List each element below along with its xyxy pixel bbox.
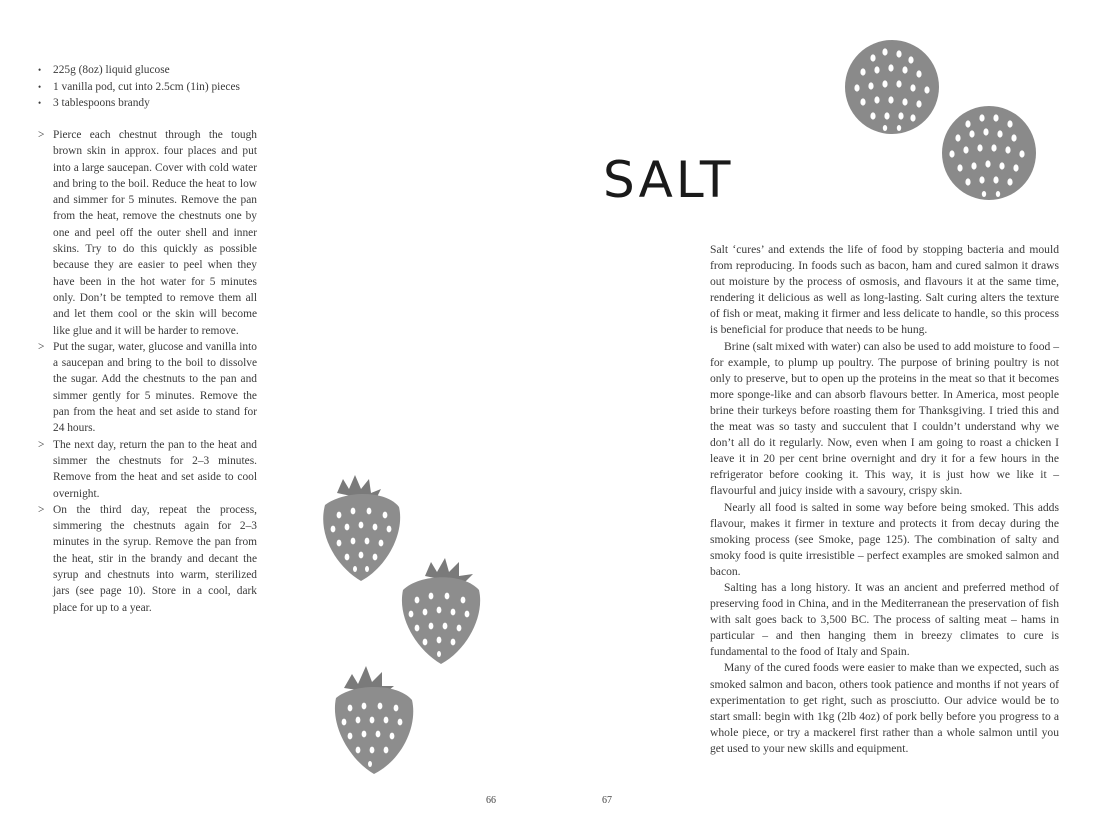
ingredient-item: • 3 tablespoons brandy bbox=[38, 95, 298, 112]
ingredient-item: • 225g (8oz) liquid glucose bbox=[38, 62, 298, 79]
method-step: > Put the sugar, water, glucose and vanilla into a saucepan and bring to the boil to dissolve the sugar. Add the chestnuts to the pan and simmer gently for 5 minutes. Remove the pan from the heat and set aside to stand for 24 hours. bbox=[38, 339, 257, 437]
method-step: > On the third day, repeat the process, simmering the chestnuts again for 2–3 minutes in the syrup. Remove the pan from the heat, stir in the brandy and decant the syrup and chestnuts into warm, sterilized jars (see page 10). Store in a cool, dark place for up to a year. bbox=[38, 502, 257, 616]
salt-slice-icon bbox=[843, 38, 941, 136]
paragraph: Brine (salt mixed with water) can also be used to add moisture to food – for example, to plump up poultry. The purpose of brining poultry is not only to preserve, but to open up the proteins in the meat so that it becomes more sponge-like and can absorb flavours better. In America, most people brine their turkeys before roasting them for Thanksgiving. I tried this and the meat was so tasty and succulent that I couldn’t understand why we don’t all do it regularly. Now, even when I am going to roast a chicken I leave it in 20 per cent brine overnight and dry it for a few hours in the refrigerator before cooking it. This way, it is just how we like it – flavourful and juicy inside with a savoury, crispy skin. bbox=[710, 339, 1059, 498]
body-text bbox=[710, 242, 1059, 757]
chapter-title: SALT bbox=[603, 151, 734, 209]
salt-slice-icon bbox=[940, 104, 1038, 202]
paragraph: Many of the cured foods were easier to make than we expected, such as smoked salmon and bacon, others took patience and months if not years of experimentation to get right, such as prosciutto. Our advice would be to start small: begin with 1kg (2lb 4oz) of pork belly before you progress to a whole piece, or try a mackerel first rather than a whole salmon until you get used to your new skills and equipment. bbox=[710, 661, 1059, 755]
page-number-right: 67 bbox=[602, 795, 612, 806]
ingredient-item: • 1 vanilla pod, cut into 2.5cm (1in) pieces bbox=[38, 79, 298, 96]
strawberry-icon bbox=[395, 556, 485, 666]
method-step: > Pierce each chestnut through the tough brown skin in approx. four places and put into a large saucepan. Cover with cold water and bring to the boil. Reduce the heat to low and simmer for 5 minutes. Remove the pan from the heat, remove the chestnuts one by one and peel off the outer shell and inner skins. Try to do this quickly as possible because they are easier to peel when they have been in the hot water for 5 minutes only. Don’t be tempted to remove them all and let them cool or the skin will become like glue and it will be harder to remove. bbox=[38, 127, 257, 339]
paragraph: Nearly all food is salted in some way before being smoked. This adds flavour, makes it firmer in texture and protects it from decay during the smoking process (see Smoke, page 125). The combination of salty and smoky food is quite irresistible – perfect examples are smoked salmon and bacon. bbox=[710, 500, 1059, 578]
paragraph: Salt ‘cures’ and extends the life of food by stopping bacteria and mould from reproducing. In foods such as bacon, ham and cured salmon it draws out moisture by the process of osmosis, and flavours it at the same time, rendering it delicious as well as long-lasting. Salt curing alters the texture of fish or meat, making it firmer and less delicate to handle, so this process is beneficial for produce that needs to be hung. bbox=[710, 243, 1059, 337]
page-number-left: 66 bbox=[486, 795, 496, 806]
method-steps bbox=[38, 127, 257, 616]
ingredient-list bbox=[38, 62, 298, 112]
strawberry-icon bbox=[330, 664, 420, 776]
method-step: > The next day, return the pan to the heat and simmer the chestnuts for 2–3 minutes. Remove from the heat and set aside to cool overnight. bbox=[38, 437, 257, 502]
strawberry-icon bbox=[315, 475, 405, 585]
paragraph: Salting has a long history. It was an ancient and preferred method of preserving food in China, and in the Mediterranean the preservation of fish with salt goes back to 3,500 BC. The process of salting meat – hams in particular – and then hanging them in breezy climates to cure is fundamental to the food of Italy and Spain. bbox=[710, 580, 1059, 659]
